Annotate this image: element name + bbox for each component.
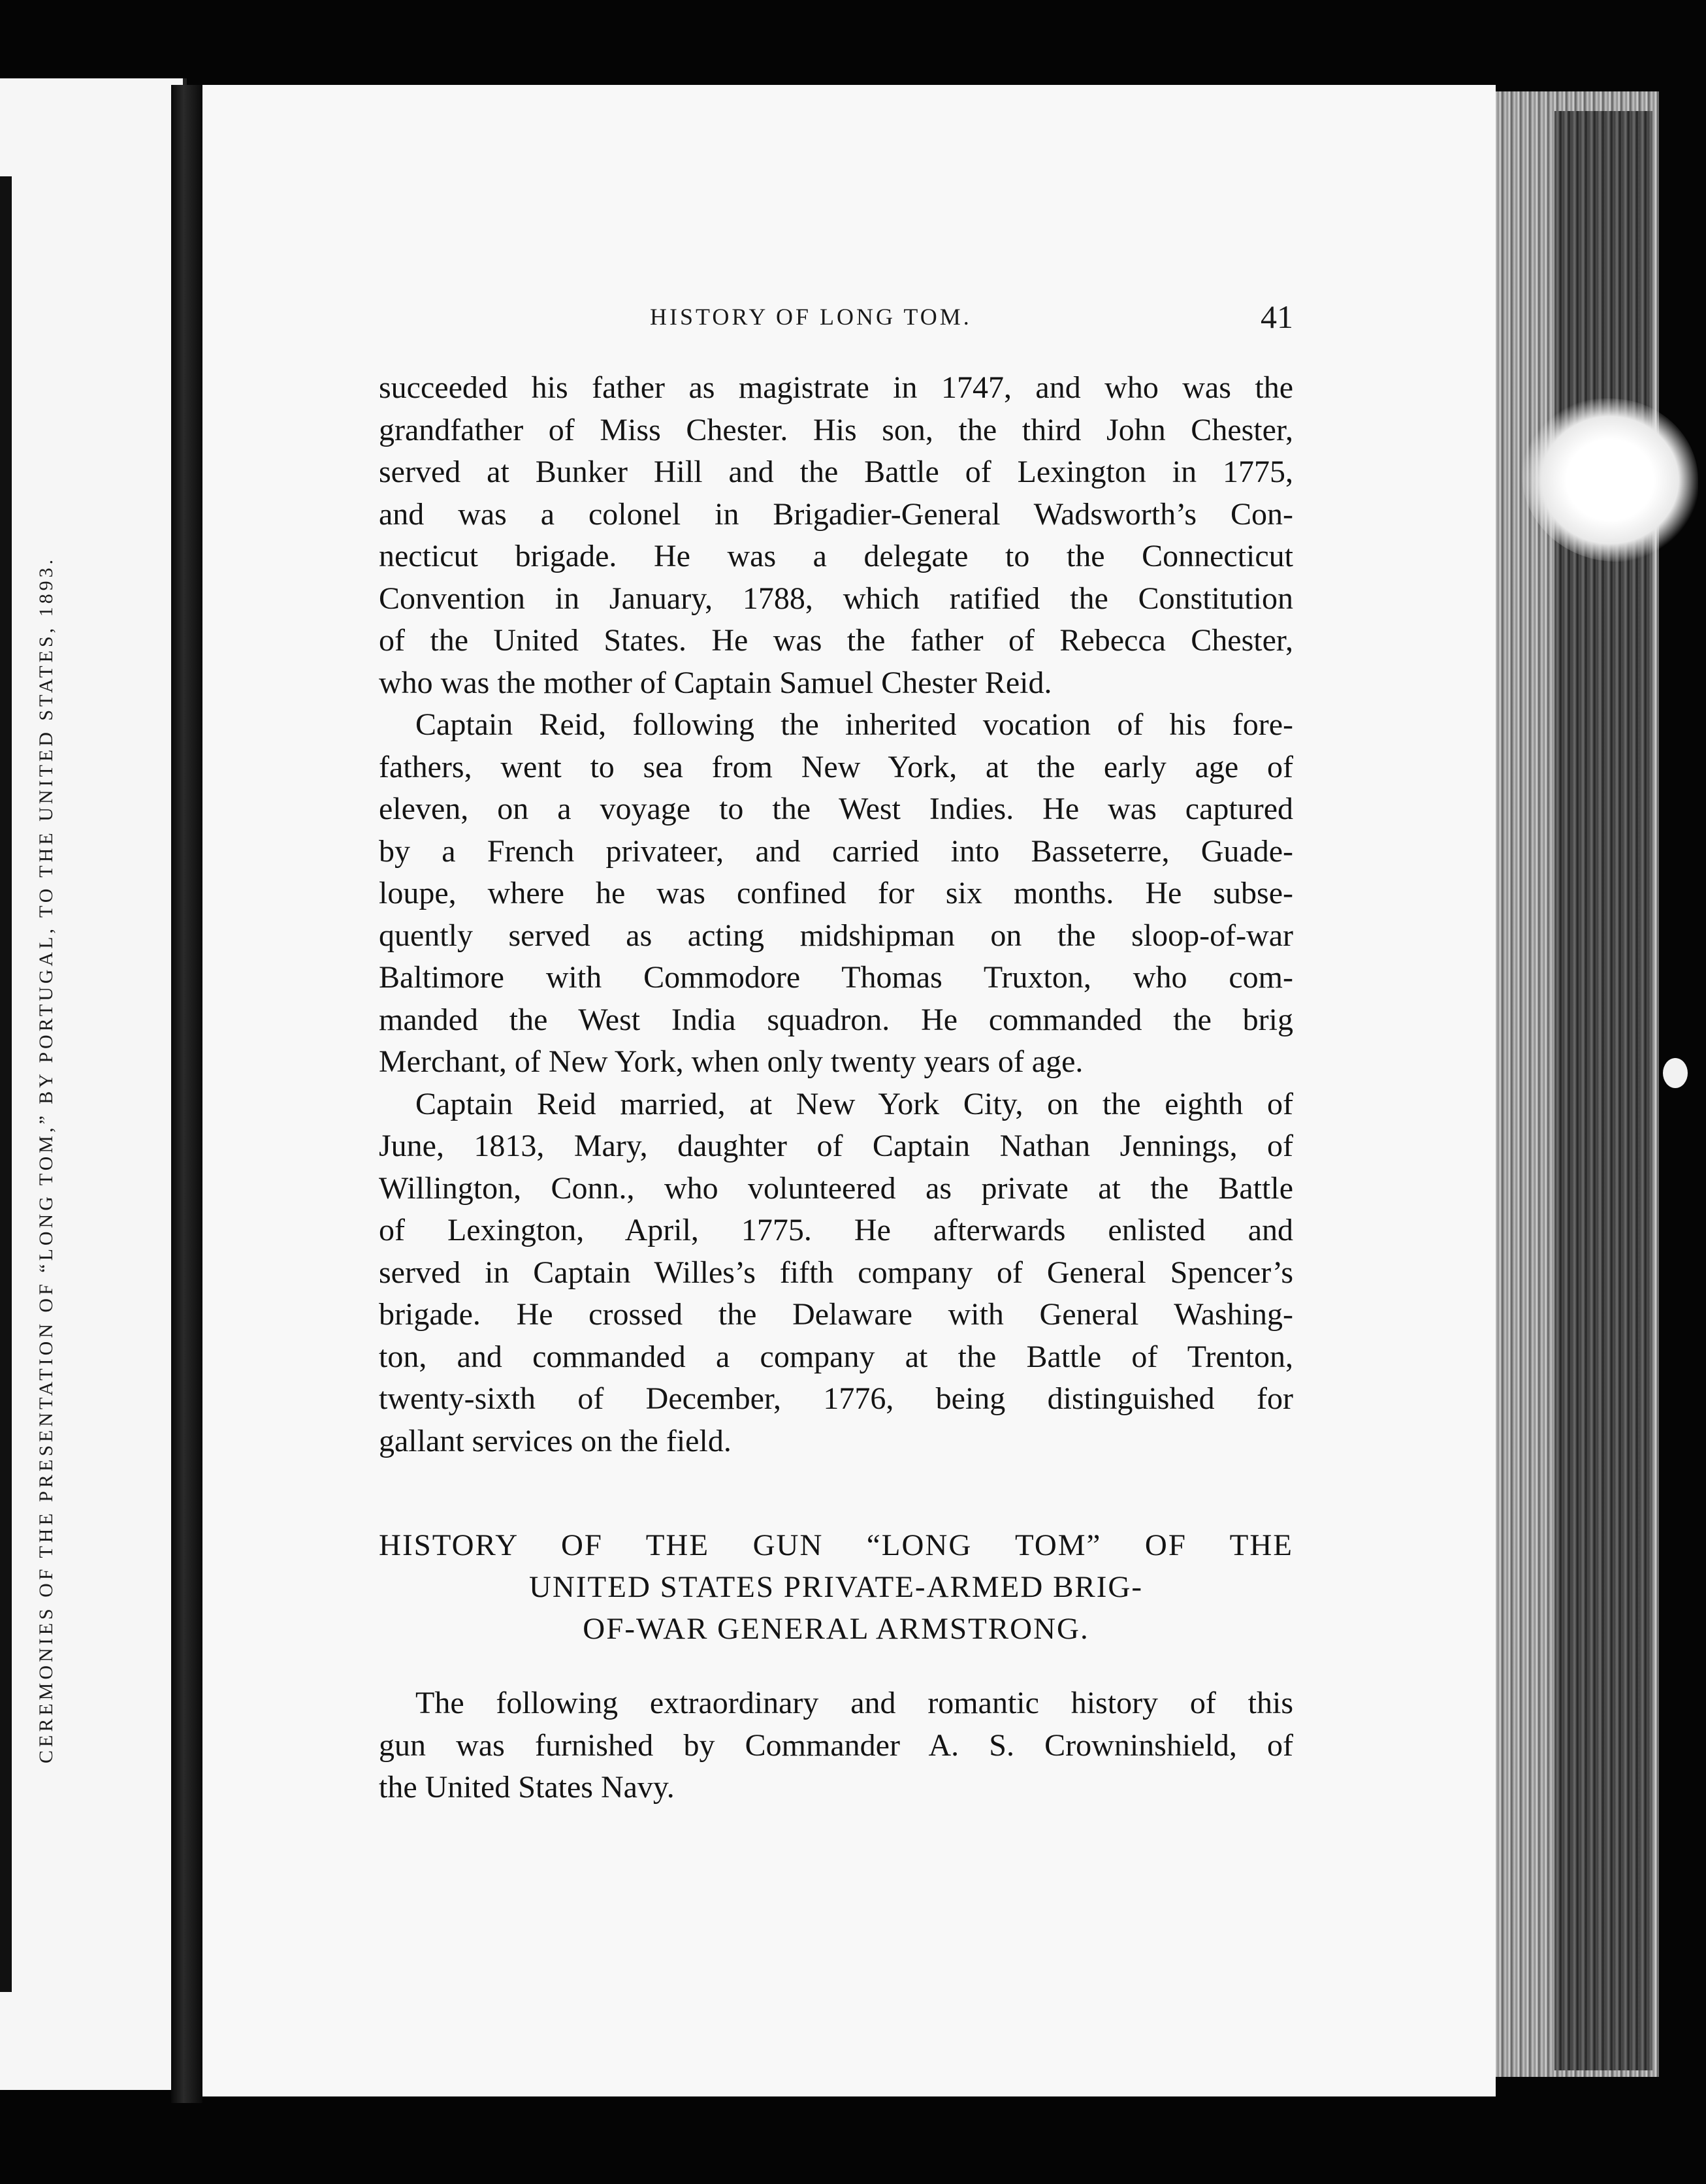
text-line: ton, and commanded a company at the Battle of Trenton, <box>379 1339 1293 1374</box>
section-title-line: OF-WAR GENERAL ARMSTRONG. <box>583 1612 1089 1646</box>
text-line: by a French privateer, and carried into Basseterre, Guade- <box>379 833 1293 869</box>
text-line: of Lexington, April, 1775. He afterwards enlisted and <box>379 1213 1293 1247</box>
section-title-line: UNITED STATES PRIVATE-ARMED BRIG- <box>528 1570 1144 1604</box>
paragraph <box>379 367 1293 704</box>
text-line: Convention in January, 1788, which ratified the Constitution <box>379 581 1293 616</box>
text-line: the United States Navy. <box>379 1770 675 1805</box>
text-line: Captain Reid, following the inherited vocation of his fore- <box>415 707 1293 742</box>
text-line: Captain Reid married, at New York City, on the eighth of <box>415 1086 1293 1121</box>
text-line: who was the mother of Captain Samuel Chester Reid. <box>379 665 1052 700</box>
text-line: gallant services on the field. <box>379 1423 732 1458</box>
text-line: fathers, went to sea from New York, at the early age of <box>379 749 1293 784</box>
page-header <box>379 298 1293 344</box>
text-line: Merchant, of New York, when only twenty years of age. <box>379 1044 1084 1079</box>
text-line: eleven, on a voyage to the West Indies. He was captured <box>379 792 1293 826</box>
text-line: Willington, Conn., who volunteered as private at the Battle <box>379 1170 1293 1206</box>
text-line: brigade. He crossed the Delaware with General Washing- <box>379 1297 1293 1332</box>
text-line: gun was furnished by Commander A. S. Crowninshield, of <box>379 1727 1293 1763</box>
section-title <box>379 1524 1293 1650</box>
text-line: of the United States. He was the father of Rebecca Chester, <box>379 623 1293 658</box>
text-line: loupe, where he was confined for six months. He subse- <box>379 876 1293 910</box>
left-page-frame <box>0 176 12 1992</box>
text-line: served at Bunker Hill and the Battle of Lexington in 1775, <box>379 455 1293 489</box>
page-number: 41 <box>1261 298 1293 335</box>
left-page <box>0 78 187 2090</box>
text-line: grandfather of Miss Chester. His son, the third John Chester, <box>379 412 1293 447</box>
text-line: served in Captain Willes’s fifth company of General Spencer’s <box>379 1255 1293 1290</box>
text-line: necticut brigade. He was a delegate to the Connecticut <box>379 539 1293 573</box>
text-line: June, 1813, Mary, daughter of Captain Nathan Jennings, of <box>379 1129 1293 1163</box>
text-line: succeeded his father as magistrate in 1747, and who was the <box>379 370 1293 405</box>
paragraph <box>379 704 1293 1084</box>
text-line: manded the West India squadron. He commanded the brig <box>379 1002 1293 1037</box>
text-line: quently served as acting midshipman on the sloop-of-war <box>379 918 1293 953</box>
final-paragraph <box>379 1682 1293 1809</box>
text-line: twenty-sixth of December, 1776, being distinguished for <box>379 1381 1293 1416</box>
paragraph <box>379 1084 1293 1463</box>
text-line: and was a colonel in Brigadier-General Wadsworth’s Con- <box>379 496 1293 532</box>
body-text <box>379 367 1293 1462</box>
running-head: HISTORY OF LONG TOM. <box>650 304 972 330</box>
section-title-line: HISTORY OF THE GUN “LONG TOM” OF THE <box>379 1528 1293 1562</box>
spine-title: CEREMONIES OF THE PRESENTATION OF “LONG TOM,” BY PORTUGAL, TO THE UNITED STATES, 1893. <box>35 556 57 1763</box>
book-gutter <box>171 85 202 2103</box>
text-line: The following extraordinary and romantic history of this <box>415 1686 1293 1720</box>
paper-spot <box>1663 1058 1688 1088</box>
text-line: Baltimore with Commodore Thomas Truxton, who com- <box>379 960 1293 995</box>
